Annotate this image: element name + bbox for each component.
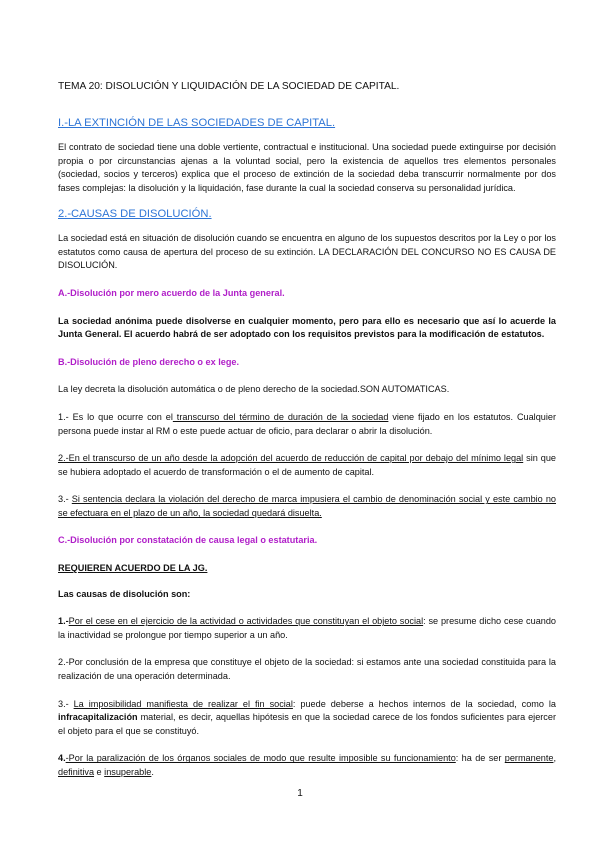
page-number: 1	[297, 788, 303, 799]
b-cause-1-underlined: transcurso del término de duración de la sociedad	[172, 411, 389, 422]
c-cause-2: 2.-Por conclusión de la empresa que constituye el objeto de la sociedad: si estamos ante una sociedad constituida para la realización de una operación determinada.	[58, 657, 556, 682]
b-cause-3-underlined: Si sentencia declara la violación del derecho de marca impusiera el cambio de denominación social y este cambio no se efectuara en el plazo de un año, la sociedad quedará disuelta.	[58, 494, 557, 518]
c-cause-4-term-definitiva: definitiva	[58, 767, 95, 777]
subsection-a-heading: A.-Disolución por mero acuerdo de la Junta general.	[58, 287, 285, 298]
c-cause-3-rest: material, es decir, aquellas hipótesis en que la sociedad carece de los fondos suficientes para ejercer el objeto para el que se constituyó.	[58, 712, 556, 736]
b-cause-1-rest: viene fijado en los estatutos. Cualquier persona puede instar al RM o este puede actuar de oficio, para declarar o abrir la disolución.	[58, 411, 557, 436]
c-cause-3	[58, 698, 556, 739]
section-1-heading: I.-LA EXTINCIÓN DE LAS SOCIEDADES DE CAPITAL.	[58, 116, 336, 129]
b-cause-2-underlined: 2.-En el transcurso de un año desde la adopción del acuerdo de reducción de capital por debajo del mínimo legal	[58, 453, 524, 464]
section-2-heading: 2.-CAUSAS DE DISOLUCIÓN.	[58, 207, 212, 220]
subsection-b-heading: B.-Disolución de pleno derecho o ex lege.	[58, 356, 240, 367]
subsection-c-requirement: REQUIEREN ACUERDO DE LA JG.	[58, 563, 208, 574]
page-content	[58, 80, 556, 780]
c-cause-1-rest: : se presume dicho cese cuando la inactividad se prolongue por tiempo superior a un año.	[58, 616, 556, 640]
b-cause-3	[58, 493, 556, 520]
c-cause-1	[58, 615, 556, 642]
c-cause-4-separator-1: ,	[553, 753, 556, 764]
c-cause-3-prefix: 3.-	[58, 698, 74, 709]
subsection-c-heading: C.-Disolución por constatación de causa legal o estatutaria.	[58, 535, 318, 546]
subsection-b-intro: La ley decreta la disolución automática o de pleno derecho de la sociedad.SON AUTOMATICAS.	[58, 384, 450, 395]
c-cause-4-term-insuperable: insuperable	[104, 767, 152, 777]
section-1-text: El contrato de sociedad tiene una doble vertiente, contractual e institucional. Una sociedad puede extinguirse por decisión propia o por circunstancias ajenas a la voluntad social, pero la existencia de aquellos tres elementos personales (sociedad, socios y terceros) explica que el proceso de extinción de la sociedad deba transcurrir normalmente por dos fases complejas: la disolución y la liquidación, fase durante la cual la sociedad conserva su personalidad jurídica.	[58, 142, 556, 193]
section-2-intro: La sociedad está en situación de disolución cuando se encuentra en alguno de los supuestos descritos por la Ley o por los estatutos como causa de apertura del proceso de su extinción. LA DECLARACIÓN DEL CONCURSO NO ES CAUSA DE DISOLUCIÓN.	[58, 233, 556, 271]
c-cause-1-number: 1.-	[58, 616, 69, 627]
c-cause-3-middle: : puede deberse a hechos internos de la sociedad, como la	[292, 698, 557, 709]
c-cause-4-middle: : ha de ser	[455, 753, 505, 764]
c-cause-4-end: .	[151, 767, 154, 777]
c-cause-4	[58, 752, 556, 779]
c-cause-4-term-permanente: permanente	[504, 753, 554, 764]
b-cause-1	[58, 411, 556, 438]
subsection-c-intro: Las causas de disolución son:	[58, 588, 191, 599]
b-cause-1-prefix: 1.- Es lo que ocurre con el	[58, 411, 173, 422]
c-cause-4-underlined: -Por la paralización de los órganos sociales de modo que resulte imposible su funcionamiento	[65, 753, 456, 764]
c-cause-4-separator-2: e	[94, 767, 105, 777]
b-cause-2-rest: sin que se hubiera adoptado el acuerdo de transformación o el de aumento de capital.	[58, 453, 556, 477]
c-cause-4-number: 4.	[58, 753, 66, 764]
b-cause-3-prefix: 3.-	[58, 494, 72, 505]
c-cause-1-underlined: Por el cese en el ejercicio de la actividad o actividades que constituyan el objeto social	[68, 616, 424, 627]
subsection-a-text: La sociedad anónima puede disolverse en cualquier momento, pero para ello es necesario que así lo acuerde la Junta General. El acuerdo habrá de ser adoptado con los requisitos previstos para la modificación de estatutos.	[58, 315, 556, 340]
document-title: TEMA 20: DISOLUCIÓN Y LIQUIDACIÓN DE LA SOCIEDAD DE CAPITAL.	[58, 81, 400, 92]
c-cause-3-underlined: La imposibilidad manifiesta de realizar el fin social	[73, 698, 293, 709]
c-cause-3-bold-term: infracapitalización	[58, 712, 138, 723]
b-cause-2	[58, 452, 556, 479]
